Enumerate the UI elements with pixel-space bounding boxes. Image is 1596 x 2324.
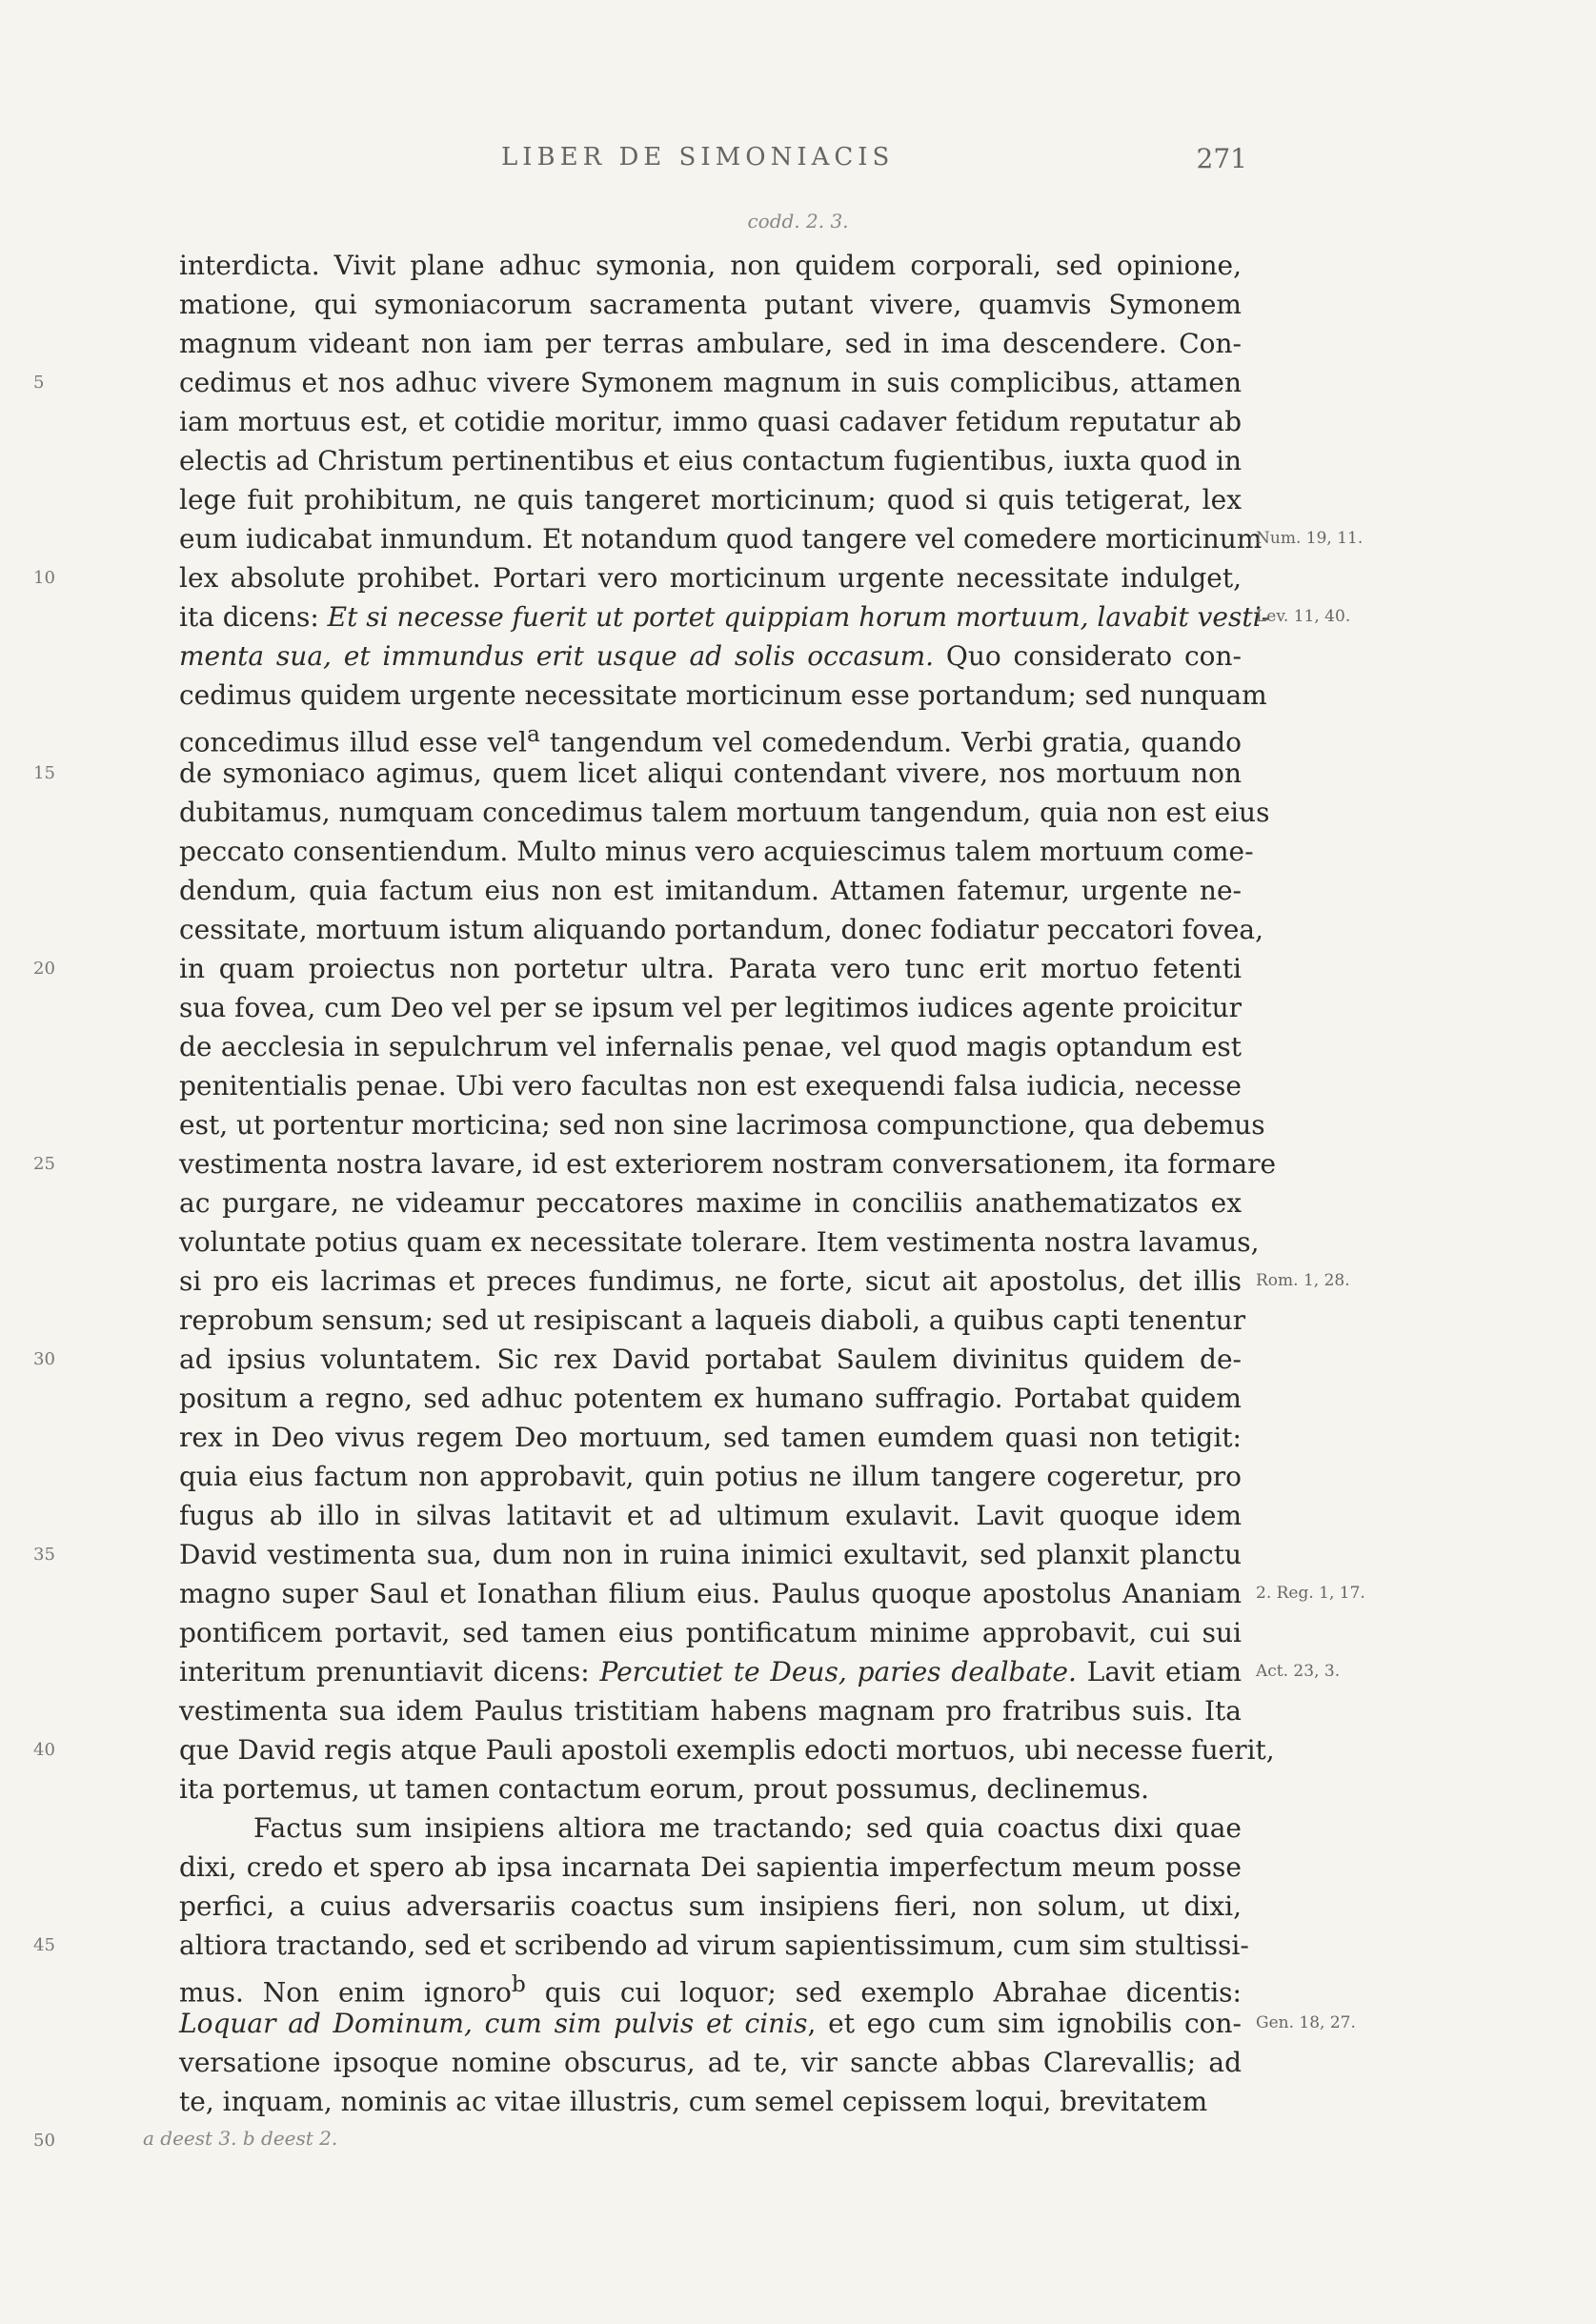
line-number: 35 [33, 1545, 55, 1565]
text-line: vestimenta sua idem Paulus tristitiam habens magnam pro fratribus suis. Ita [179, 1695, 1242, 1727]
text-line: versatione ipsoque nomine obscurus, ad te, vir sancte abbas Clarevallis; ad [179, 2047, 1242, 2078]
line-number: 20 [33, 959, 55, 979]
running-title: LIBER DE SIMONIACIS [501, 143, 895, 172]
text-line: Loquar ad Dominum, cum sim pulvis et cinis, et ego cum sim ignobilis con- [179, 2008, 1242, 2039]
text-line: voluntate potius quam ex necessitate tolerare. Item vestimenta nostra lavamus, [179, 1226, 1260, 1258]
text-line: est, ut portentur morticina; sed non sine lacrimosa compunctione, qua debemus [179, 1109, 1265, 1141]
text-line: positum a regno, sed adhuc potentem ex humano suffragio. Portabat quidem [179, 1383, 1242, 1414]
text-line: altiora tractando, sed et scribendo ad virum sapientissimum, cum sim stultissi- [179, 1930, 1249, 1961]
text-line: dendum, quia factum eius non est imitandum. Attamen fatemur, urgente ne- [179, 875, 1242, 906]
text-line: lex absolute prohibet. Portari vero morticinum urgente necessitate indulget, [179, 562, 1242, 594]
text-line: iam mortuus est, et cotidie moritur, immo quasi cadaver fetidum reputatur ab [179, 406, 1242, 437]
text-line: dubitamus, numquam concedimus talem mortuum tangendum, quia non est eius [179, 797, 1270, 828]
marginal-reference: 2. Reg. 1, 17. [1256, 1584, 1365, 1603]
text-line: Factus sum insipiens altiora me tractando; sed quia coactus dixi quae [253, 1812, 1242, 1844]
text-line: rex in Deo vivus regem Deo mortuum, sed tamen eumdem quasi non tetigit: [179, 1422, 1242, 1453]
line-number: 15 [33, 763, 55, 783]
line-number: 45 [33, 1935, 55, 1955]
text-line: fugus ab illo in silvas latitavit et ad ultimum exulavit. Lavit quoque idem [179, 1500, 1242, 1531]
text-line: matione, qui symoniacorum sacramenta putant vivere, quamvis Symonem [179, 289, 1242, 320]
text-line: ita portemus, ut tamen contactum eorum, prout possumus, declinemus. [179, 1773, 1150, 1805]
text-line: mus. Non enim ignoro$^b$ quis cui loquor; sed exemplo Abrahae dicentis: [179, 1970, 1242, 2009]
text-line: interitum prenuntiavit dicens: Percutiet te Deus, paries dealbate. Lavit etiam [179, 1656, 1242, 1687]
footnotes: a deest 3. b deest 2. [143, 2127, 338, 2150]
text-line: cessitate, mortuum istum aliquando portandum, donec fodiatur peccatori fovea, [179, 914, 1263, 945]
text-line: cedimus et nos adhuc vivere Symonem magnum in suis complicibus, attamen [179, 367, 1242, 398]
text-line: dixi, credo et spero ab ipsa incarnata Dei sapientia imperfectum meum posse [179, 1851, 1242, 1883]
text-line: de symoniaco agimus, quem licet aliqui contendant vivere, nos mortuum non [179, 758, 1242, 789]
text-line: magnum videant non iam per terras ambulare, sed in ima descendere. Con- [179, 328, 1242, 359]
text-line: magno super Saul et Ionathan filium eius. Paulus quoque apostolus Ananiam [179, 1578, 1242, 1609]
text-line: que David regis atque Pauli apostoli exemplis edocti mortuos, ubi necesse fuerit, [179, 1734, 1275, 1766]
marginal-reference: Num. 19, 11. [1256, 529, 1364, 548]
text-line: ac purgare, ne videamur peccatores maxime in conciliis anathematizatos ex [179, 1187, 1242, 1219]
text-line: vestimenta nostra lavare, id est exteriorem nostram conversationem, ita formare [179, 1148, 1277, 1180]
text-line: concedimus illud esse vel$^a$ tangendum vel comedendum. Verbi gratia, quando [179, 720, 1242, 758]
text-line: peccato consentiendum. Multo minus vero acquiescimus talem mortuum come- [179, 836, 1254, 867]
marginal-reference: Act. 23, 3. [1256, 1662, 1341, 1681]
text-line: si pro eis lacrimas et preces fundimus, ne forte, sicut ait apostolus, det illis [179, 1265, 1242, 1297]
text-line: interdicta. Vivit plane adhuc symonia, non quidem corporali, sed opinione, [179, 250, 1242, 281]
text-line: lege fuit prohibitum, ne quis tangeret morticinum; quod si quis tetigerat, lex [179, 484, 1242, 515]
text-line: reprobum sensum; sed ut resipiscant a laqueis diaboli, a quibus capti tenentur [179, 1304, 1246, 1336]
marginal-reference: Gen. 18, 27. [1256, 2013, 1356, 2032]
text-line: electis ad Christum pertinentibus et eius contactum fugientibus, iuxta quod in [179, 445, 1242, 476]
text-line: te, inquam, nominis ac vitae illustris, cum semel cepissem loqui, brevitatem [179, 2086, 1208, 2117]
text-line: cedimus quidem urgente necessitate morticinum esse portandum; sed nunquam [179, 679, 1267, 711]
line-number: 40 [33, 1740, 55, 1760]
line-number: 50 [33, 2131, 55, 2151]
text-line: in quam proiectus non portetur ultra. Parata vero tunc erit mortuo fetenti [179, 953, 1242, 984]
marginal-reference: Rom. 1, 28. [1256, 1271, 1350, 1290]
text-line: ita dicens: Et si necesse fuerit ut portet quippiam horum mortuum, lavabit vesti- [179, 601, 1271, 633]
text-line: menta sua, et immundus erit usque ad solis occasum. Quo considerato con- [179, 640, 1242, 672]
text-line: quia eius factum non approbavit, quin potius ne illum tangere cogeretur, pro [179, 1461, 1242, 1492]
line-number: 10 [33, 568, 55, 588]
text-line: ad ipsius voluntatem. Sic rex David portabat Saulem divinitus quidem de- [179, 1344, 1242, 1375]
marginal-reference: Lev. 11, 40. [1256, 607, 1351, 626]
text-line: de aecclesia in sepulchrum vel infernalis penae, vel quod magis optandum est [179, 1031, 1242, 1062]
manuscript-subheading: codd. 2. 3. [747, 210, 849, 232]
line-number: 25 [33, 1154, 55, 1174]
text-line: penitentialis penae. Ubi vero facultas non est exequendi falsa iudicia, necesse [179, 1070, 1242, 1101]
body-text [179, 246, 1277, 2121]
line-number: 5 [33, 373, 45, 393]
text-line: David vestimenta sua, dum non in ruina inimici exultavit, sed planxit planctu [179, 1539, 1242, 1570]
page-number: 271 [1196, 143, 1247, 174]
text-line: sua fovea, cum Deo vel per se ipsum vel per legitimos iudices agente proicitur [179, 992, 1242, 1023]
line-number: 30 [33, 1349, 55, 1369]
text-line: pontificem portavit, sed tamen eius pontificatum minime approbavit, cui sui [179, 1617, 1242, 1648]
text-line: eum iudicabat inmundum. Et notandum quod tangere vel comedere morticinum [179, 523, 1263, 555]
text-line: perfici, a cuius adversariis coactus sum insipiens fieri, non solum, ut dixi, [179, 1890, 1242, 1922]
